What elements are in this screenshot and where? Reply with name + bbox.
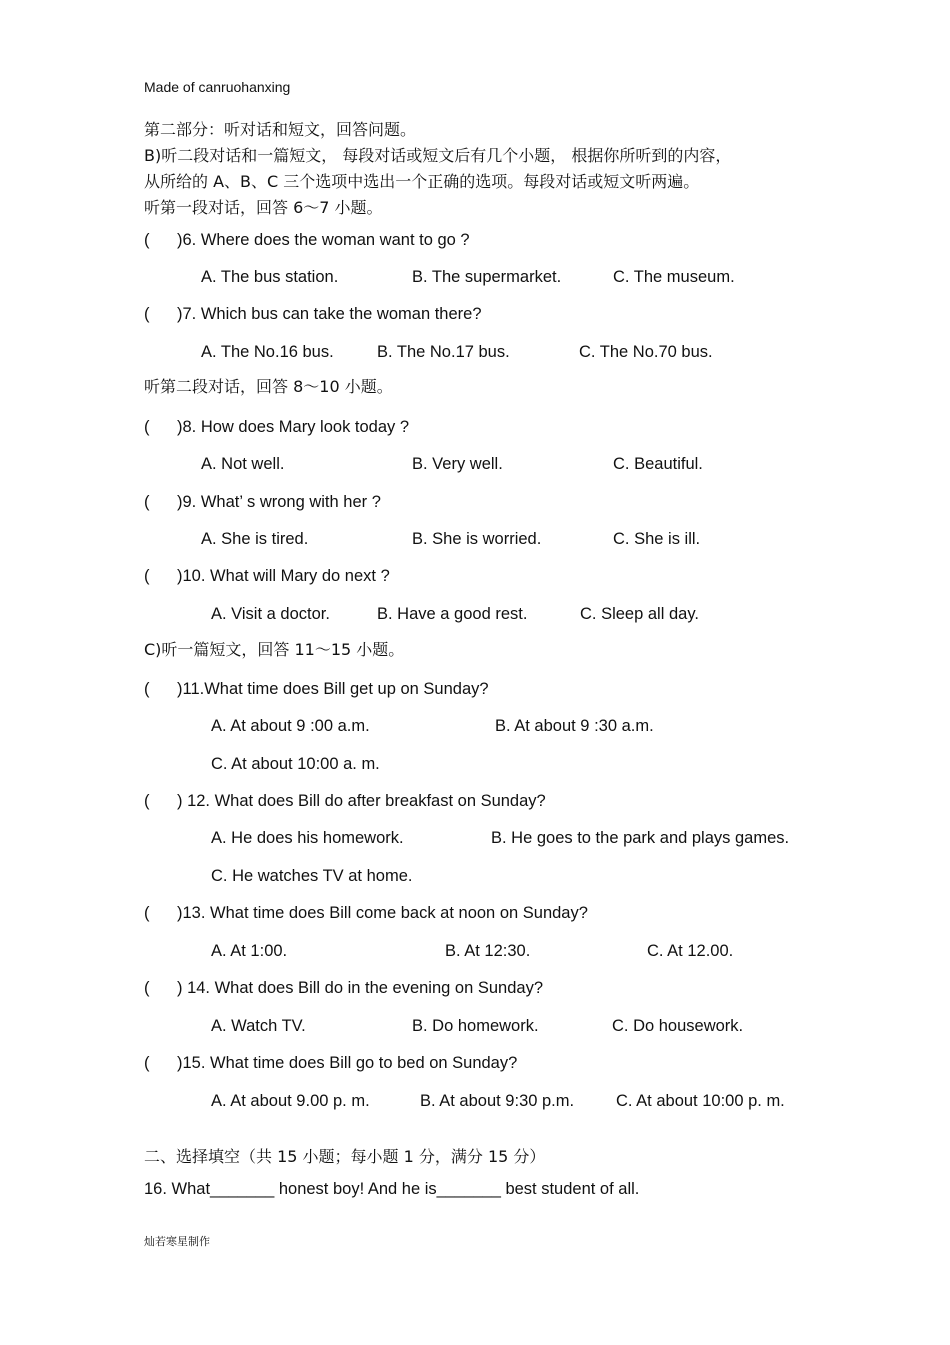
q10-option-a: A. Visit a doctor. bbox=[211, 605, 330, 623]
q14-option-c: C. Do housework. bbox=[612, 1017, 744, 1035]
page-header: Made of canruohanxing bbox=[144, 79, 291, 95]
q15-option-c: C. At about 10:00 p. m. bbox=[616, 1092, 785, 1110]
section2-title: 第二部分：听对话和短文，回答问题。 bbox=[144, 120, 417, 139]
question-14: ( ) 14. What does Bill do in the evening on Sunday? bbox=[144, 979, 543, 997]
q6-option-c: C. The museum. bbox=[613, 268, 735, 286]
q9-option-c: C. She is ill. bbox=[613, 530, 701, 548]
question-10: ( )10. What will Mary do next ? bbox=[144, 567, 390, 585]
dialogue2-intro: 听第二段对话，回答 8～10 小题。 bbox=[144, 377, 393, 396]
section-b-line2: 从所给的 A、B、C 三个选项中选出一个正确的选项。每段对话或短文听两遍。 bbox=[144, 172, 700, 191]
q7-option-a: A. The No.16 bus. bbox=[201, 343, 334, 361]
q12-option-c: C. He watches TV at home. bbox=[211, 867, 413, 885]
q6-option-b: B. The supermarket. bbox=[412, 268, 562, 286]
q10-option-c: C. Sleep all day. bbox=[580, 605, 699, 623]
q8-option-b: B. Very well. bbox=[412, 455, 503, 473]
question-8: ( )8. How does Mary look today ? bbox=[144, 418, 410, 436]
q6-option-a: A. The bus station. bbox=[201, 268, 339, 286]
dialogue1-intro: 听第一段对话，回答 6～7 小题。 bbox=[144, 198, 383, 217]
question-7: ( )7. Which bus can take the woman there? bbox=[144, 305, 482, 323]
q7-option-b: B. The No.17 bus. bbox=[377, 343, 510, 361]
q8-option-a: A. Not well. bbox=[201, 455, 285, 473]
q7-option-c: C. The No.70 bus. bbox=[579, 343, 713, 361]
q11-option-a: A. At about 9 :00 a.m. bbox=[211, 717, 370, 735]
question-12: ( ) 12. What does Bill do after breakfast on Sunday? bbox=[144, 792, 546, 810]
question-11: ( )11.What time does Bill get up on Sunday? bbox=[144, 680, 489, 698]
q13-option-b: B. At 12:30. bbox=[445, 942, 531, 960]
q11-option-c: C. At about 10:00 a. m. bbox=[211, 755, 380, 773]
q15-option-a: A. At about 9.00 p. m. bbox=[211, 1092, 370, 1110]
q14-option-a: A. Watch TV. bbox=[211, 1017, 306, 1035]
question-15: ( )15. What time does Bill go to bed on Sunday? bbox=[144, 1054, 518, 1072]
q9-option-b: B. She is worried. bbox=[412, 530, 542, 548]
q13-option-c: C. At 12.00. bbox=[647, 942, 734, 960]
q12-option-a: A. He does his homework. bbox=[211, 829, 404, 847]
q8-option-c: C. Beautiful. bbox=[613, 455, 703, 473]
section-b-line1: B)听二段对话和一篇短文， 每段对话或短文后有几个小题， 根据你所听到的内容， bbox=[144, 146, 732, 165]
part2-title: 二、选择填空（共 15 小题；每小题 1 分，满分 15 分） bbox=[144, 1147, 546, 1166]
page-footer: 灿若寒星制作 bbox=[144, 1235, 210, 1248]
q13-option-a: A. At 1:00. bbox=[211, 942, 288, 960]
q11-option-b: B. At about 9 :30 a.m. bbox=[495, 717, 654, 735]
q10-option-b: B. Have a good rest. bbox=[377, 605, 528, 623]
q15-option-b: B. At about 9:30 p.m. bbox=[420, 1092, 575, 1110]
question-13: ( )13. What time does Bill come back at noon on Sunday? bbox=[144, 904, 588, 922]
q9-option-a: A. She is tired. bbox=[201, 530, 309, 548]
question-16: 16. What_______ honest boy! And he is_______ best student of all. bbox=[144, 1180, 640, 1198]
question-9: ( )9. What’ s wrong with her ? bbox=[144, 493, 381, 511]
question-6: ( )6. Where does the woman want to go ? bbox=[144, 231, 470, 249]
q14-option-b: B. Do homework. bbox=[412, 1017, 539, 1035]
passage-intro: C)听一篇短文，回答 11～15 小题。 bbox=[144, 640, 405, 659]
q12-option-b: B. He goes to the park and plays games. bbox=[491, 829, 790, 847]
